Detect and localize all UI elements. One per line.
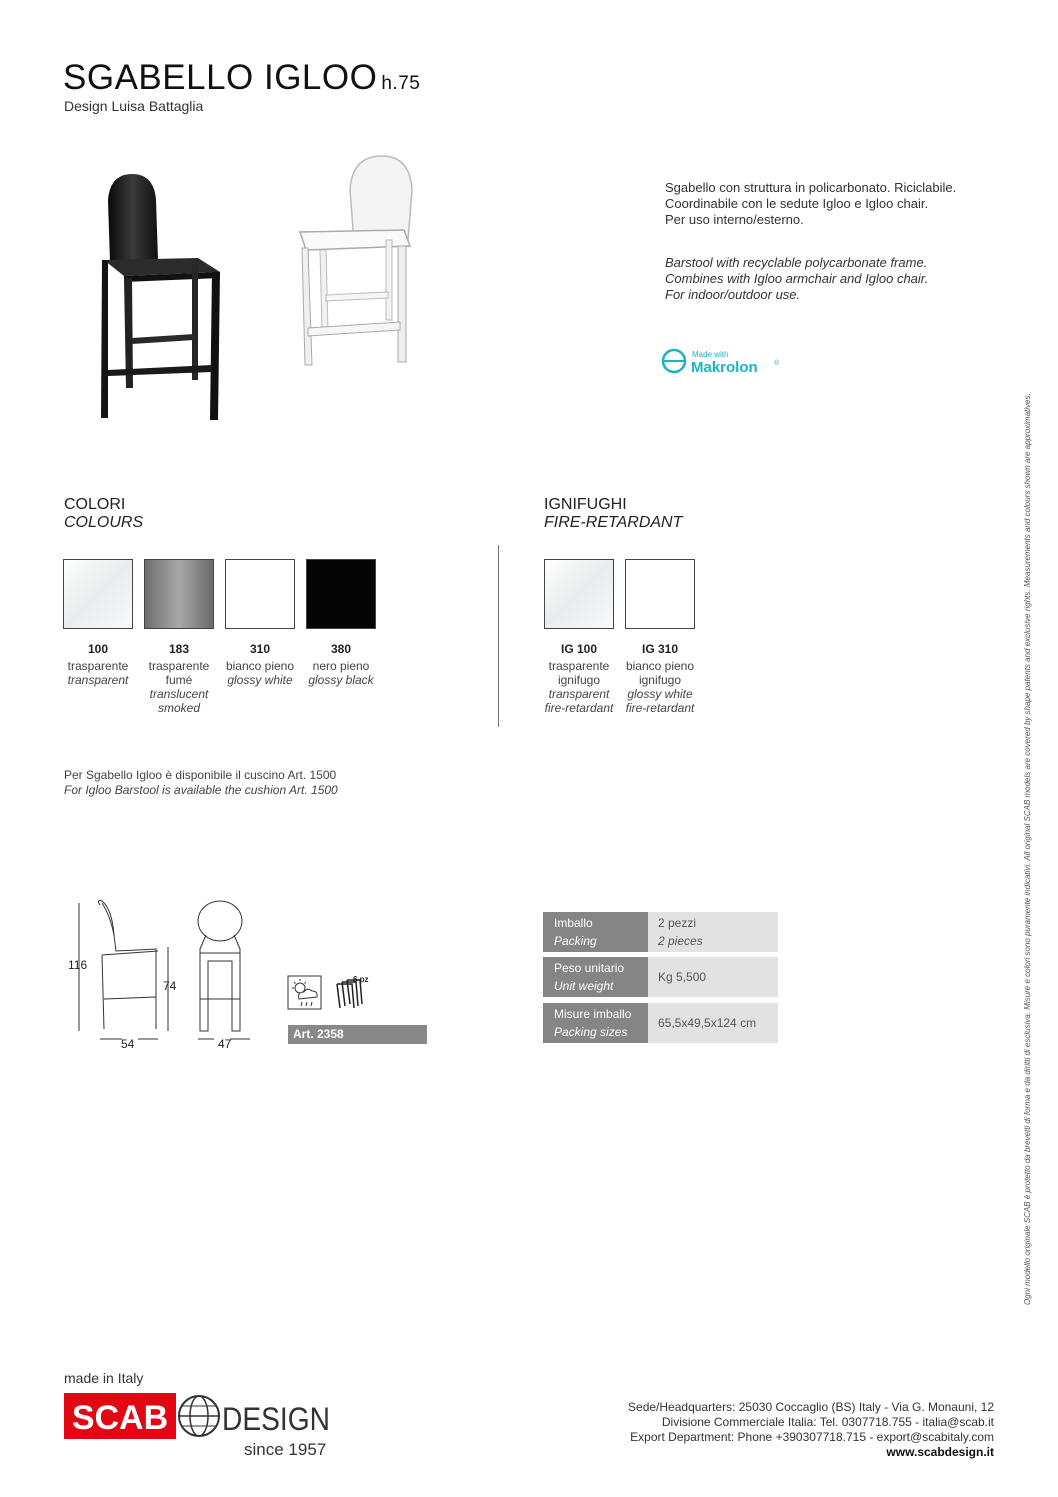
colour-name	[57, 659, 139, 687]
footer-line: Sede/Headquarters: 25030 Coccaglio (BS) Italy - Via G. Monauni, 12	[628, 1400, 994, 1414]
spec-row-packing-sizes	[543, 1003, 778, 1043]
colour-name-en: transparent	[548, 687, 610, 701]
colour-name-en: fire-retardant	[544, 701, 614, 715]
colour-code: IG 310	[641, 642, 679, 656]
colour-name	[619, 659, 701, 715]
spec-label-it: Peso unitario	[554, 961, 625, 975]
black-stool-photo	[80, 160, 250, 425]
dim-depth: 54	[121, 1037, 135, 1051]
colour-swatch	[306, 559, 376, 629]
desc-en-line: For indoor/outdoor use.	[665, 287, 801, 302]
spec-row-packing	[543, 912, 778, 952]
colour-name-it: ignifugo	[557, 673, 601, 687]
makrolon-brand-text: Makrolon	[691, 359, 758, 376]
makrolon-logo	[660, 345, 780, 377]
spec-value: Kg 5,500	[648, 957, 778, 997]
made-in-label: made in Italy	[64, 1370, 144, 1386]
height-label: h.75	[381, 73, 421, 94]
footer-website-link[interactable]: www.scabdesign.it	[886, 1445, 994, 1459]
colour-swatch	[225, 559, 295, 629]
spec-value: 65,5x49,5x124 cm	[648, 1003, 778, 1043]
colour-name	[300, 659, 382, 687]
spec-label-it: Imballo	[554, 916, 593, 930]
dim-seat-height: 74	[163, 979, 177, 993]
stack-count: 6 pz	[353, 975, 369, 984]
scab-design-logo	[64, 1393, 332, 1439]
footer-line: Divisione Commerciale Italia: Tel. 0307718.755 - italia@scab.it	[661, 1415, 994, 1429]
product-title	[63, 58, 420, 98]
colour-code: 310	[249, 642, 271, 656]
white-stool-photo	[290, 150, 430, 375]
spec-label	[543, 957, 648, 997]
colours-title-en: COLOURS	[64, 514, 144, 531]
colour-name-it: bianco pieno	[625, 659, 695, 673]
colour-name-it: nero pieno	[312, 659, 370, 673]
colour-swatch	[544, 559, 614, 629]
description-italian	[665, 180, 985, 228]
colour-code: 183	[168, 642, 190, 656]
section-divider	[498, 545, 499, 727]
description-english	[665, 255, 985, 303]
colour-name-it: fumé	[165, 673, 193, 687]
dim-width: 47	[218, 1037, 232, 1051]
colour-code: 100	[87, 642, 109, 656]
colour-name-en: transparent	[67, 673, 129, 687]
desc-it-line: Coordinabile con le sedute Igloo e Igloo chair.	[665, 196, 929, 211]
desc-it-line: Sgabello con struttura in policarbonato. Riciclabile.	[665, 180, 957, 195]
spec-row-weight	[543, 957, 778, 997]
outdoor-weather-icon	[287, 975, 322, 1010]
colour-name-en: fire-retardant	[625, 701, 695, 715]
spec-value-it: 2 pezzi	[658, 916, 697, 930]
makrolon-top-text: Made with	[692, 350, 729, 359]
fire-title-en: FIRE-RETARDANT	[544, 514, 683, 531]
colour-code: IG 100	[560, 642, 598, 656]
logo-scab-text: SCAB	[71, 1399, 169, 1437]
copyright-side-note: Ogni modello originale SCAB è protetto da brevetti di forma e da diritti di esclusiva. Misure e colori sono puramente indicativi. All original SCAB models are covered by shape patents and exclusive rights. Measurements and colours shown are approximatives.	[1023, 393, 1032, 1305]
colour-name-en: smoked	[157, 701, 201, 715]
colour-swatch	[625, 559, 695, 629]
designer-credit: Design Luisa Battaglia	[64, 98, 204, 114]
spec-label	[543, 1003, 648, 1043]
colour-name-en: glossy white	[627, 687, 693, 701]
stackable-icon	[332, 974, 377, 1012]
spec-value	[648, 912, 778, 952]
colour-name-it: trasparente	[548, 659, 610, 673]
desc-it-line: Per uso interno/esterno.	[665, 212, 804, 227]
makrolon-mark: ®	[774, 360, 780, 367]
cushion-note	[64, 768, 338, 798]
logo-design-text: DESIGN	[222, 1401, 330, 1437]
spec-label-en: Packing	[554, 934, 597, 948]
technical-drawing	[60, 895, 260, 1055]
spec-label	[543, 912, 648, 952]
colour-name	[538, 659, 620, 715]
spec-value-en: 2 pieces	[658, 934, 703, 948]
colour-name-it: ignifugo	[638, 673, 682, 687]
note-en: For Igloo Barstool is available the cushion Art. 1500	[64, 783, 338, 797]
spec-label-en: Unit weight	[554, 979, 614, 993]
article-number: Art. 2358	[288, 1025, 427, 1044]
colours-title-it: COLORI	[64, 496, 126, 513]
colour-name-it: trasparente	[148, 659, 210, 673]
desc-en-line: Combines with Igloo armchair and Igloo chair.	[665, 271, 929, 286]
spec-label-en: Packing sizes	[554, 1025, 628, 1039]
colours-heading	[64, 496, 143, 532]
footer-contacts	[628, 1400, 994, 1460]
colour-name	[219, 659, 301, 687]
colour-name-it: trasparente	[67, 659, 129, 673]
colour-swatch	[63, 559, 133, 629]
desc-en-line: Barstool with recyclable polycarbonate frame.	[665, 255, 928, 270]
colour-name	[138, 659, 220, 715]
fire-title-it: IGNIFUGHI	[544, 496, 627, 513]
colour-name-en: glossy white	[227, 673, 293, 687]
dim-height: 116	[68, 958, 88, 972]
title-text: SGABELLO IGLOO	[63, 58, 378, 97]
colour-name-en: translucent	[149, 687, 209, 701]
since-label: since 1957	[244, 1440, 327, 1459]
fire-retardant-heading	[544, 496, 682, 532]
spec-label-it: Misure imballo	[554, 1007, 632, 1021]
colour-code: 380	[330, 642, 352, 656]
colour-name-en: glossy black	[308, 673, 374, 687]
colour-name-it: bianco pieno	[225, 659, 295, 673]
footer-line: Export Department: Phone +390307718.715 - export@scabitaly.com	[630, 1430, 994, 1444]
colour-swatch	[144, 559, 214, 629]
note-it: Per Sgabello Igloo è disponibile il cuscino Art. 1500	[64, 768, 337, 782]
